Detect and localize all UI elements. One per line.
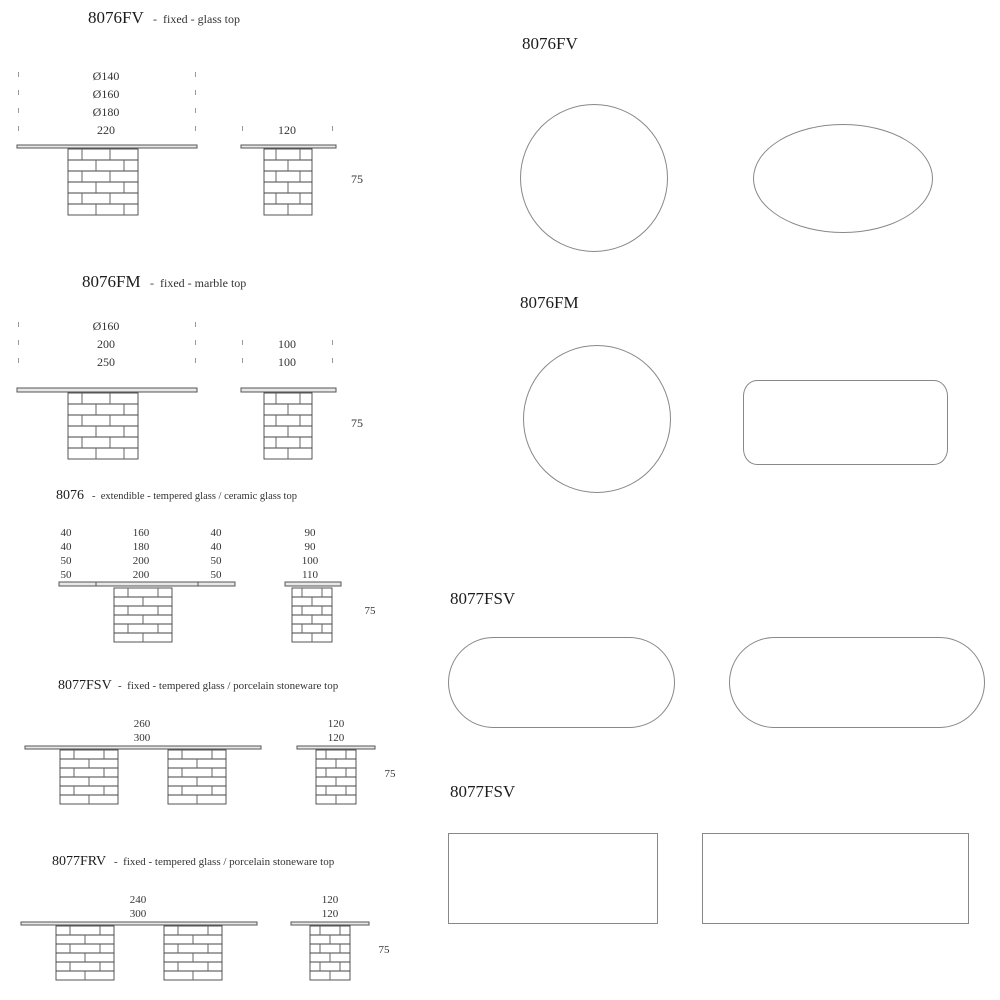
dimension-label: 50 [60, 569, 72, 581]
section-code: 8077FSV [58, 678, 112, 693]
dimension-label: Ø160 [92, 319, 120, 333]
dimension-label: 90 [304, 527, 316, 539]
barrel-top-plan [743, 380, 948, 465]
dimension-label: 50 [60, 555, 72, 567]
plan-title: 8077FSV [450, 782, 516, 801]
dimension-label: 250 [97, 355, 115, 369]
dimension-label: 260 [133, 718, 151, 730]
dimension-label: 220 [97, 123, 115, 137]
racetrack-top-plan [448, 637, 675, 728]
table-side-elevation [240, 143, 340, 218]
height-label: 75 [378, 944, 390, 956]
dimension-label: 50 [210, 569, 222, 581]
dimension-label: 160 [132, 527, 150, 539]
section-code: 8076 [56, 488, 84, 503]
plan-title: 8077FSV [450, 589, 516, 608]
dimension-label: 100 [278, 355, 296, 369]
section-description-text: fixed - tempered glass / porcelain stoneware top [123, 856, 335, 868]
table-front-elevation [24, 744, 264, 806]
dimension-label: 100 [301, 555, 319, 567]
plan-title: 8076FV [522, 34, 578, 53]
section-code: 8076FM [82, 272, 141, 291]
table-side-elevation [284, 580, 344, 644]
table-front-elevation [20, 920, 260, 982]
dimension-label: Ø140 [92, 69, 120, 83]
dimension-label: 120 [327, 718, 345, 730]
plan-title: 8076FM [520, 293, 579, 312]
base-brick-pattern [68, 149, 138, 215]
height-label: 75 [364, 605, 376, 617]
racetrack-top-plan [729, 637, 985, 728]
section-description-text: extendible - tempered glass / ceramic glass top [100, 491, 297, 502]
dimension-label: Ø160 [92, 87, 120, 101]
dimension-label: 300 [129, 908, 147, 920]
table-side-elevation [296, 744, 378, 806]
dimension-label: 200 [132, 569, 150, 581]
rectangle-top-plan [448, 833, 658, 924]
table-side-elevation [240, 386, 340, 462]
height-label: 75 [351, 416, 363, 430]
table-front-elevation [16, 143, 200, 218]
dimension-label: 40 [210, 527, 222, 539]
section-description: - fixed - tempered glass / porcelain stoneware top [118, 680, 339, 692]
dimension-label: 120 [327, 732, 345, 744]
section-description: - extendible - tempered glass / ceramic glass top [92, 491, 297, 502]
section-description: - fixed - marble top [150, 276, 247, 290]
section-description-text: fixed - glass top [163, 12, 240, 26]
section-description-text: fixed - marble top [160, 276, 247, 290]
dimension-label: 180 [132, 541, 150, 553]
dimension-label: 120 [278, 123, 296, 137]
dimension-label: 50 [210, 555, 222, 567]
dimension-label: Ø180 [92, 105, 120, 119]
dimension-label: 40 [210, 541, 222, 553]
section-description: - fixed - glass top [153, 12, 240, 26]
round-top-plan [523, 345, 671, 493]
dimension-label: 300 [133, 732, 151, 744]
dimension-label: 90 [304, 541, 316, 553]
section-description: - fixed - tempered glass / porcelain stoneware top [114, 856, 335, 868]
dimension-label: 120 [321, 908, 339, 920]
round-top-plan [520, 104, 668, 252]
table-side-elevation [290, 920, 372, 982]
dimension-label: 110 [301, 569, 319, 581]
oval-top-plan [753, 124, 933, 233]
dimension-label: 200 [97, 337, 115, 351]
height-label: 75 [351, 172, 363, 186]
height-label: 75 [384, 768, 396, 780]
dimension-label: 40 [60, 527, 72, 539]
dimension-label: 200 [132, 555, 150, 567]
dimension-label: 100 [278, 337, 296, 351]
dimension-label: 40 [60, 541, 72, 553]
table-front-elevation [16, 386, 200, 462]
table-front-elevation [58, 580, 238, 644]
section-description-text: fixed - tempered glass / porcelain stoneware top [127, 680, 339, 692]
dimension-label: 240 [129, 894, 147, 906]
section-code: 8077FRV [52, 854, 107, 869]
dimension-label: 120 [321, 894, 339, 906]
rectangle-top-plan [702, 833, 969, 924]
section-code: 8076FV [88, 8, 144, 27]
